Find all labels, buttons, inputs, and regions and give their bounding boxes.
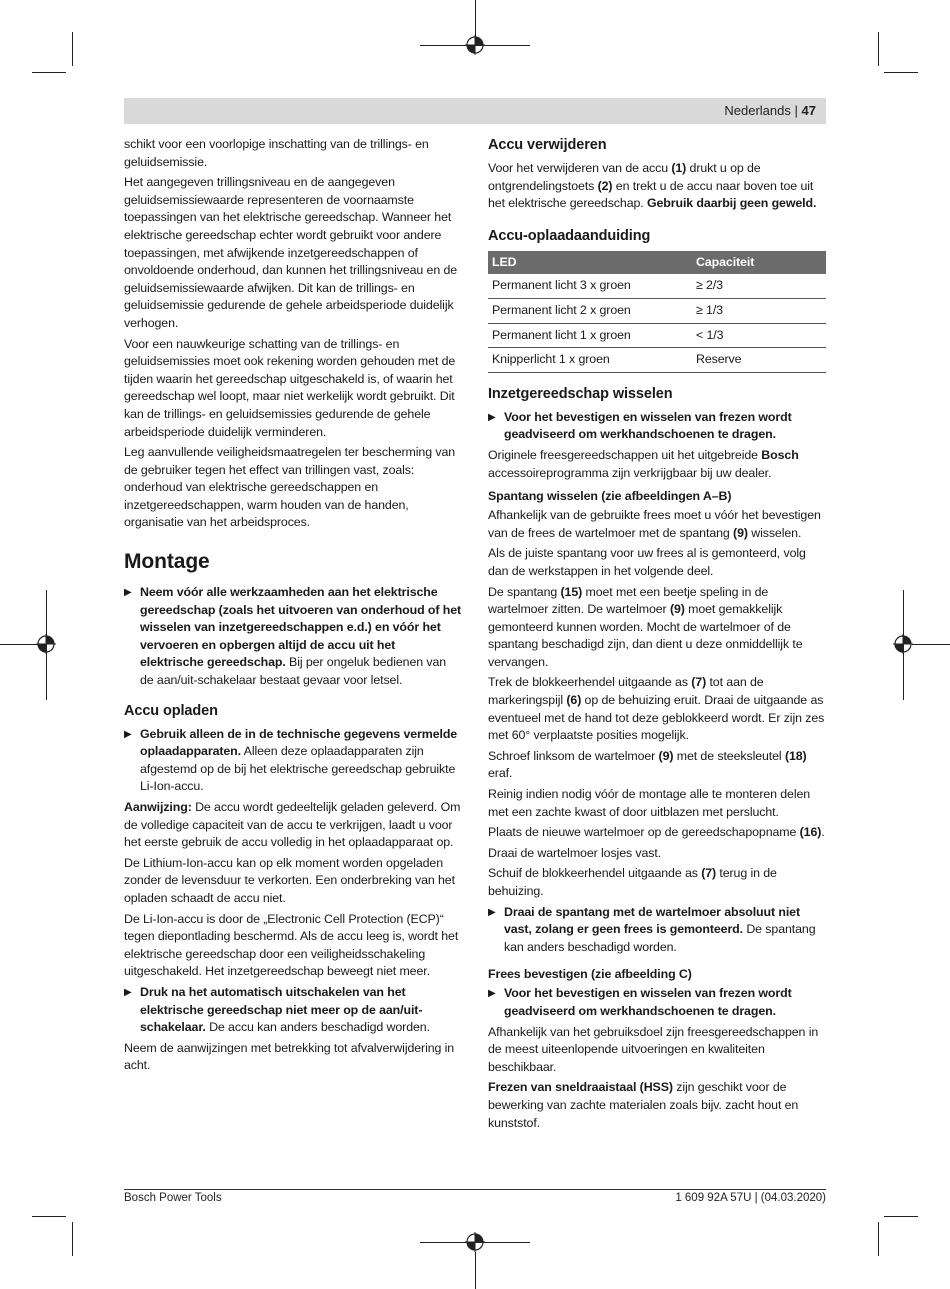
paragraph: Reinig indien nodig vóór de montage alle te monteren delen met een zachte kwast of door uitblazen met perslucht.	[488, 787, 811, 819]
registration-target-icon	[36, 634, 56, 654]
paragraph: Voor een nauwkeurige schatting van de trillings- en geluidsemissies moet ook rekening worden gehouden met de tijden waarin het gereedschap uitgeschakeld is, of waarin het gereedschap wel loopt, maar niet werkelijk wordt gebruikt. Dit kan de trillings- en geluidsemissies gedurende de gehele arbeidsperiode duidelijk verminderen.	[124, 336, 456, 439]
crop-mark	[0, 644, 38, 645]
paragraph: Afhankelijk van de gebruikte frees moet u vóór het bevestigen van de frees de wartelmoer met de spantang (9) wisselen.	[488, 508, 821, 540]
paragraph: Schroef linksom de wartelmoer (9) met de steeksleutel (18) eraf.	[488, 748, 807, 781]
section-title-montage: Montage	[124, 550, 210, 574]
table-row: Permanent licht 3 x groen ≥ 2/3	[488, 274, 826, 298]
registration-target-icon	[893, 634, 913, 654]
table-row: Permanent licht 2 x groen ≥ 1/3	[488, 298, 826, 323]
bullet-triangle-icon: ▶	[488, 906, 496, 918]
paragraph: Schuif de blokkeerhendel uitgaande as (7) terug in de behuizing.	[488, 866, 777, 898]
charge-indicator-table	[488, 251, 826, 373]
warning-bullet: ▶ Draai de spantang met de wartelmoer absoluut niet vast, zolang er geen frees is gemonteerd. De spantang kan anders beschadigd worden.	[488, 904, 816, 954]
left-column	[124, 136, 462, 1078]
crop-mark	[475, 0, 476, 38]
paragraph: Als de juiste spantang voor uw frees al is gemonteerd, volg dan de werkstappen in het volgende deel.	[488, 546, 806, 578]
paragraph: De Lithium-Ion-accu kan op elk moment worden opgeladen zonder de levensduur te verkorten. Een onderbreking van het opladen schaadt de accu niet.	[124, 855, 455, 905]
crop-mark	[32, 1216, 66, 1217]
paragraph: Het aangegeven trillingsniveau en de aangegeven geluidsemissiewaarde representeren de voornaamste toepassingen van het elektrische gereedschap. Wanneer het elektrische gereedschap echter wordt gebruikt voor andere toepassingen, met afwijkende inzetgereedschappen of onvoldoende onderhoud, dan kunnen het trillingsniveau en de geluidsemissiewaarde afwijken. Dit kan de trillings- en geluidsemissie gedurende de gehele arbeidsperiode duidelijk verhogen.	[124, 175, 458, 330]
column-header-led: LED	[488, 251, 692, 275]
footer-divider	[124, 1189, 826, 1190]
table-row: Permanent licht 1 x groen < 1/3	[488, 323, 826, 348]
page-number: 47	[801, 103, 816, 118]
section-title-accu-opladen: Accu opladen	[124, 702, 218, 719]
header-language: Nederlands	[724, 103, 791, 118]
crop-mark	[475, 1252, 476, 1289]
note-paragraph: Aanwijzing: De accu wordt gedeeltelijk geladen geleverd. Om de volledige capaciteit van de accu te verkrijgen, laadt u voor het eerste gebruik de accu volledig in het oplaadapparaat op.	[124, 800, 461, 850]
bullet-triangle-icon: ▶	[124, 587, 132, 599]
bullet-triangle-icon: ▶	[124, 728, 132, 740]
registration-target-icon	[465, 1232, 485, 1252]
warning-bullet: ▶ Druk na het automatisch uitschakelen van het elektrische gereedschap niet meer op de aan/uit-schakelaar. De accu kan anders beschadigd worden.	[124, 984, 430, 1035]
crop-mark	[72, 32, 73, 66]
paragraph: De spantang (15) moet met een beetje speling in de wartelmoer zitten. De wartelmoer (9) moet gemakkelijk gemonteerd kunnen worden. Mocht de wartelmoer of de spantang beschadigd zijn, dan dient u deze onmiddellijk te vervangen.	[488, 584, 803, 669]
bullet-triangle-icon: ▶	[488, 411, 496, 423]
paragraph: Draai de wartelmoer losjes vast.	[488, 845, 662, 860]
crop-mark	[878, 1222, 879, 1256]
paragraph: Plaats de nieuwe wartelmoer op de gereedschapopname (16).	[488, 825, 825, 840]
right-column	[488, 126, 826, 1135]
paragraph: Voor het verwijderen van de accu (1) drukt u op de ontgrendelingstoets (2) en trekt u de accu naar boven toe uit het elektrische gereedschap. Gebruik daarbij geen geweld.	[488, 161, 817, 211]
section-title-accu-verwijderen: Accu verwijderen	[488, 137, 607, 153]
footer-right: 1 609 92A 57U | (04.03.2020)	[675, 1192, 826, 1204]
crop-mark	[884, 1216, 918, 1217]
paragraph: Frezen van sneldraaistaal (HSS) zijn geschikt voor de bewerking van zachte materialen zoals bijv. zacht hout en kunststof.	[488, 1080, 799, 1130]
subsection-title-frees-bevestigen: Frees bevestigen (zie afbeelding C)	[488, 967, 692, 982]
section-title-inzetgereedschap-wisselen: Inzetgereedschap wisselen	[488, 385, 673, 402]
warning-bullet: ▶ Gebruik alleen de in de technische gegevens vermelde oplaadapparaten. Alleen deze oplaadapparaten zijn afgestemd op de bij het elektrische gereedschap gebruikte Li-Ion-accu.	[124, 726, 458, 794]
section-title-accu-oplaadaanduiding: Accu-oplaadaanduiding	[488, 227, 651, 244]
bullet-triangle-icon: ▶	[488, 988, 496, 1000]
page-header	[124, 98, 826, 124]
paragraph: Originele freesgereedschappen uit het uitgebreide Bosch accessoireprogramma zijn verkrijgbaar bij uw dealer.	[488, 447, 799, 480]
warning-bullet: ▶ Voor het bevestigen en wisselen van frezen wordt geadviseerd om werkhandschoenen te dragen.	[488, 986, 792, 1018]
header-separator: |	[794, 103, 798, 118]
paragraph: schikt voor een voorlopige inschatting van de trillings- en geluidsemissie.	[124, 137, 429, 169]
registration-target-icon	[465, 35, 485, 55]
warning-bullet: ▶ Voor het bevestigen en wisselen van frezen wordt geadviseerd om werkhandschoenen te dragen.	[488, 409, 792, 442]
column-header-capaciteit: Capaciteit	[692, 251, 826, 275]
paragraph: Trek de blokkeerhendel uitgaande as (7) tot aan de markeringspijl (6) op de behuizing eruit. Draai de uitgaande as eventueel met de hand tot deze geblokkeerd wordt. Er zijn zes met 60° verplaatste posities mogelijk.	[488, 675, 825, 743]
bullet-triangle-icon: ▶	[124, 986, 132, 998]
table-row: Knipperlicht 1 x groen Reserve	[488, 348, 826, 373]
crop-mark	[884, 72, 918, 73]
paragraph: Afhankelijk van het gebruiksdoel zijn freesgereedschappen in de meest uiteenlopende uitvoeringen en kwaliteiten beschikbaar.	[488, 1024, 819, 1074]
crop-mark	[878, 32, 879, 66]
paragraph: Leg aanvullende veiligheidsmaatregelen ter bescherming van de gebruiker tegen het effect van trillingen vast, zoals: onderhoud van elektrische gereedschappen en inzetgereedschappen, warm houden van de handen, organisatie van het arbeidsproces.	[124, 445, 456, 530]
footer-left: Bosch Power Tools	[124, 1192, 222, 1204]
paragraph: De Li-Ion-accu is door de „Electronic Cell Protection (ECP)“ tegen diepontlading beschermd. Als de accu leeg is, wordt het elektrische gereedschap door een veiligheidsschakeling uitgeschakeld. Het inzetgereedschap beweegt niet meer.	[124, 911, 459, 979]
header-text	[724, 103, 816, 118]
crop-mark	[32, 72, 66, 73]
crop-mark	[72, 1222, 73, 1256]
warning-bullet: ▶ Neem vóór alle werkzaamheden aan het elektrische gereedschap (zoals het uitvoeren van onderhoud of het wisselen van inzetgereedschappen e.d.) en vóór het vervoeren en opbergen altijd de accu uit het elektrische gereedschap. Bij per ongeluk bedienen van de aan/uit-schakelaar bestaat gevaar voor letsel.	[124, 585, 462, 688]
paragraph: Neem de aanwijzingen met betrekking tot afvalverwijdering in acht.	[124, 1040, 455, 1073]
subsection-title-spantang: Spantang wisselen (zie afbeeldingen A–B)	[488, 489, 732, 504]
table-header-row	[488, 251, 826, 275]
crop-mark	[912, 644, 950, 645]
